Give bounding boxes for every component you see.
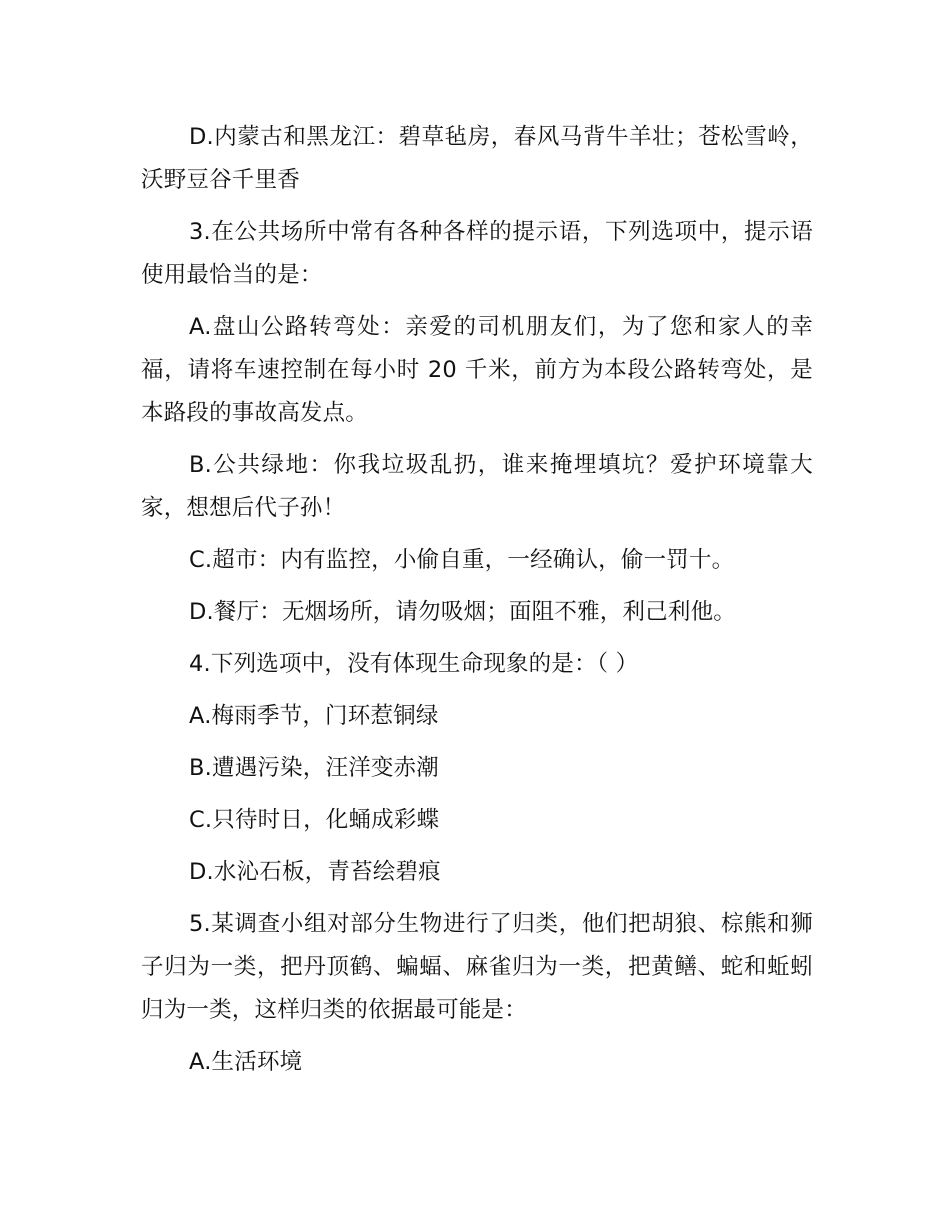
option-text: D.餐厅：无烟场所，请勿吸烟；面阻不雅，利己利他。 <box>189 599 736 625</box>
option-text: A.梅雨季节，门环惹铜绿 <box>189 703 439 729</box>
option-text: C.超市：内有监控，小偷自重，一经确认，偷一罚十。 <box>189 547 735 573</box>
option-text: C.只待时日，化蛹成彩蝶 <box>189 807 440 833</box>
option-text: A.生活环境 <box>189 1049 303 1075</box>
option-text: B.遭遇污染，汪洋变赤潮 <box>189 755 439 781</box>
question-text: 3.在公共场所中常有各种各样的提示语，下列选项中，提示语使用最恰当的是： <box>141 219 813 288</box>
option-text: D.水沁石板，青苔绘碧痕 <box>189 859 441 885</box>
question-text: 5.某调查小组对部分生物进行了归类，他们把胡狼、棕熊和狮子归为一类，把丹顶鹤、蝙蝠、麻雀归为一类，把黄鳝、蛇和蚯蚓归为一类，这样归类的依据最可能是： <box>141 911 813 1023</box>
document-body <box>141 116 813 1093</box>
option-text: D.内蒙古和黑龙江：碧草毡房，春风马背牛羊壮；苍松雪岭，沃野豆谷千里香 <box>141 124 813 193</box>
option-text: B.公共绿地：你我垃圾乱扔，谁来掩埋填坑？爱护环境靠大家，想想后代子孙！ <box>141 452 813 521</box>
option-text: A.盘山公路转弯处：亲爱的司机朋友们，为了您和家人的幸福，请将车速控制在每小时 20 千米，前方为本段公路转弯处，是本路段的事故高发点。 <box>141 314 813 426</box>
question-text: 4.下列选项中，没有体现生命现象的是：（ ） <box>189 651 639 677</box>
